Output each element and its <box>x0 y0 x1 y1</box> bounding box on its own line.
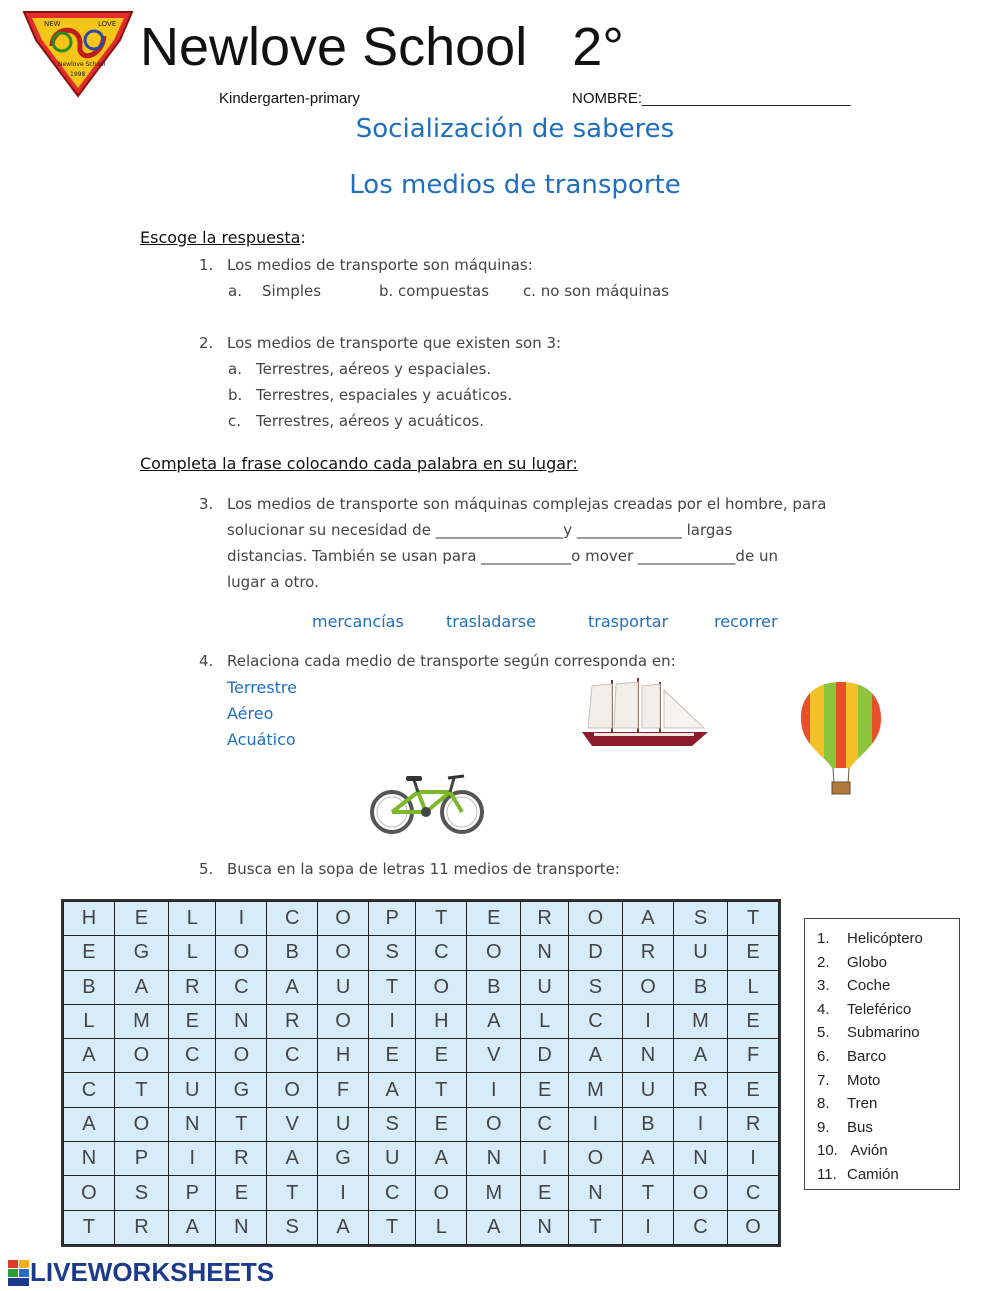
grid-cell[interactable]: R <box>216 1142 267 1176</box>
grid-cell[interactable]: T <box>623 1176 674 1210</box>
word-list-item <box>817 998 959 1022</box>
q1-option-c[interactable]: c. no son máquinas <box>523 282 670 300</box>
q1-option-a[interactable]: Simples <box>262 282 322 300</box>
word-list-item <box>817 1021 959 1045</box>
grid-cell[interactable]: R <box>673 1073 727 1107</box>
word-list-item <box>817 951 959 975</box>
school-level: Kindergarten-primary <box>219 90 360 107</box>
word-list-number: 9. <box>817 1118 830 1136</box>
grid-cell[interactable]: A <box>169 1210 216 1244</box>
grid-cell[interactable]: N <box>467 1142 521 1176</box>
word-list-number: 7. <box>817 1071 830 1089</box>
grid-cell[interactable]: O <box>318 936 369 970</box>
grid-cell[interactable]: H <box>64 902 115 936</box>
grid-cell[interactable]: T <box>368 970 415 1004</box>
word-list-number: 2. <box>817 953 830 971</box>
grid-cell[interactable]: B <box>467 970 521 1004</box>
grid-cell[interactable]: A <box>114 970 168 1004</box>
question-4: 4. Relaciona cada medio de transporte según corresponda en: <box>199 652 676 670</box>
grid-cell[interactable]: C <box>416 936 467 970</box>
word-bank-item[interactable]: trasportar <box>588 612 669 631</box>
grid-cell[interactable]: N <box>623 1039 674 1073</box>
grid-cell[interactable]: A <box>267 970 318 1004</box>
grid-cell[interactable]: A <box>64 1039 115 1073</box>
grid-cell[interactable]: L <box>521 1004 568 1038</box>
grid-cell[interactable]: U <box>521 970 568 1004</box>
logo-text-year: 1998 <box>70 71 86 78</box>
word-list <box>817 927 959 1187</box>
grid-cell[interactable]: C <box>728 1176 779 1210</box>
word-list-text: Coche <box>847 977 891 995</box>
question-3-line-1: 3. Los medios de transporte son máquinas complejas creadas por el hombre, para <box>199 495 827 513</box>
grid-cell[interactable]: T <box>64 1210 115 1244</box>
question-1: 1. Los medios de transporte son máquinas: <box>199 256 533 274</box>
section2-heading: Completa la frase colocando cada palabra en su lugar: <box>140 454 578 473</box>
word-list-item <box>817 1116 959 1140</box>
grid-cell[interactable]: N <box>673 1142 727 1176</box>
grid-cell[interactable]: H <box>416 1004 467 1038</box>
grid-cell[interactable]: A <box>416 1142 467 1176</box>
grid-cell[interactable]: C <box>216 970 267 1004</box>
grid-cell[interactable]: E <box>114 902 168 936</box>
grid-cell[interactable]: U <box>673 936 727 970</box>
grid-row <box>64 936 779 970</box>
grid-cell[interactable]: I <box>623 1210 674 1244</box>
school-name: Newlove School 2° <box>140 17 624 77</box>
grid-cell[interactable]: E <box>728 1004 779 1038</box>
word-list-number: 5. <box>817 1024 830 1042</box>
grid-cell[interactable]: U <box>318 1107 369 1141</box>
grid-cell[interactable]: A <box>318 1210 369 1244</box>
question-3-line-4: lugar a otro. <box>227 573 319 591</box>
grid-cell[interactable]: D <box>521 1039 568 1073</box>
grid-cell[interactable]: M <box>467 1176 521 1210</box>
grid-cell[interactable]: E <box>728 1073 779 1107</box>
grid-cell[interactable]: C <box>368 1176 415 1210</box>
grid-cell[interactable]: B <box>623 1107 674 1141</box>
grid-cell[interactable]: S <box>368 936 415 970</box>
q2-option-c[interactable]: c. Terrestres, aéreos y acuáticos. <box>228 412 485 430</box>
sailboat-image[interactable] <box>580 676 710 750</box>
grid-cell[interactable]: I <box>521 1142 568 1176</box>
grid-cell[interactable]: N <box>169 1107 216 1141</box>
q1-option-b[interactable]: b. compuestas <box>379 282 490 300</box>
grid-row <box>64 1039 779 1073</box>
liveworksheets-logo-icon <box>8 1258 30 1288</box>
grid-cell[interactable]: L <box>169 902 216 936</box>
grid-cell[interactable]: A <box>673 1039 727 1073</box>
category-terrestre[interactable]: Terrestre <box>227 678 297 697</box>
grid-cell[interactable]: A <box>568 1039 622 1073</box>
grid-cell[interactable]: G <box>216 1073 267 1107</box>
category-aereo[interactable]: Aéreo <box>227 704 274 723</box>
grid-cell[interactable]: O <box>728 1210 779 1244</box>
word-list-number: 11. <box>817 1165 837 1183</box>
grid-cell[interactable]: O <box>623 970 674 1004</box>
grid-cell[interactable]: N <box>521 1210 568 1244</box>
grid-cell[interactable]: R <box>728 1107 779 1141</box>
word-list-number: 3. <box>817 977 830 995</box>
grid-cell[interactable]: E <box>467 902 521 936</box>
grid-cell[interactable]: O <box>216 936 267 970</box>
question-3-line-3[interactable]: distancias. También se usan para ____________o mover _____________de un <box>227 547 778 565</box>
question-5: 5. Busca en la sopa de letras 11 medios de transporte: <box>199 860 620 878</box>
grid-cell[interactable]: U <box>368 1142 415 1176</box>
question-2: 2. Los medios de transporte que existen son 3: <box>199 334 562 352</box>
grid-cell[interactable]: F <box>318 1073 369 1107</box>
grid-cell[interactable]: I <box>318 1176 369 1210</box>
section1-heading: Escoge la respuesta: <box>140 228 306 247</box>
word-list-text: Moto <box>847 1071 881 1089</box>
grid-cell[interactable]: G <box>114 936 168 970</box>
grid-cell[interactable]: O <box>467 936 521 970</box>
word-list-number: 4. <box>817 1000 830 1018</box>
grid-cell[interactable]: S <box>673 902 727 936</box>
word-list-number: 10. <box>817 1142 838 1160</box>
grid-cell[interactable]: T <box>114 1073 168 1107</box>
grid-cell[interactable]: P <box>169 1176 216 1210</box>
word-list-item <box>817 927 959 951</box>
grid-cell[interactable]: I <box>169 1142 216 1176</box>
grid-cell[interactable]: O <box>416 1176 467 1210</box>
grid-cell[interactable]: N <box>216 1004 267 1038</box>
grid-cell[interactable]: S <box>267 1210 318 1244</box>
grid-cell[interactable]: B <box>267 936 318 970</box>
grid-cell[interactable]: O <box>673 1176 727 1210</box>
grid-cell[interactable]: C <box>568 1004 622 1038</box>
grid-cell[interactable]: N <box>64 1142 115 1176</box>
grid-row <box>64 1004 779 1038</box>
word-list-item <box>817 1045 959 1069</box>
word-list-text: Camión <box>847 1165 899 1183</box>
word-list-number: 6. <box>817 1047 830 1065</box>
grid-cell[interactable]: R <box>623 936 674 970</box>
grid-cell[interactable]: M <box>568 1073 622 1107</box>
grid-cell[interactable]: S <box>368 1107 415 1141</box>
word-list-item <box>817 1069 959 1093</box>
word-list-item <box>817 1139 959 1163</box>
grid-cell[interactable]: A <box>467 1004 521 1038</box>
grid-row <box>64 1210 779 1244</box>
logo-text-new: NEW <box>44 20 61 28</box>
grid-cell[interactable]: T <box>267 1176 318 1210</box>
word-list-item <box>817 974 959 998</box>
grid-cell[interactable]: G <box>318 1142 369 1176</box>
grid-cell[interactable]: A <box>267 1142 318 1176</box>
grid-cell[interactable]: C <box>64 1073 115 1107</box>
question-3-line-2[interactable]: solucionar su necesidad de _________________y ______________ largas <box>227 521 733 539</box>
hot-air-balloon-image[interactable] <box>796 680 886 796</box>
grid-cell[interactable]: T <box>216 1107 267 1141</box>
grid-cell[interactable]: C <box>673 1210 727 1244</box>
grid-cell[interactable]: S <box>114 1176 168 1210</box>
word-list-box <box>804 918 960 1190</box>
liveworksheets-brand: LIVEWORKSHEETS <box>30 1257 275 1287</box>
word-list-item <box>817 1163 959 1187</box>
grid-cell[interactable]: C <box>521 1107 568 1141</box>
grid-cell[interactable]: A <box>368 1073 415 1107</box>
grid-cell[interactable]: O <box>114 1107 168 1141</box>
grid-cell[interactable]: O <box>216 1039 267 1073</box>
q2-option-b[interactable]: b. Terrestres, espaciales y acuáticos. <box>228 386 513 404</box>
grid-row <box>64 1142 779 1176</box>
word-list-text: Globo <box>847 953 888 971</box>
grid-cell[interactable]: V <box>267 1107 318 1141</box>
word-list-number: 8. <box>817 1095 830 1113</box>
grid-cell[interactable]: E <box>521 1176 568 1210</box>
grid-cell[interactable]: T <box>416 902 467 936</box>
grid-cell[interactable]: D <box>568 936 622 970</box>
grid-cell[interactable]: R <box>521 902 568 936</box>
logo-text-name: Newlove School <box>58 61 106 68</box>
grid-cell[interactable]: O <box>568 1142 622 1176</box>
grid-cell[interactable]: U <box>623 1073 674 1107</box>
grid-cell[interactable]: A <box>623 1142 674 1176</box>
grid-cell[interactable]: U <box>318 970 369 1004</box>
grid-cell[interactable]: L <box>728 970 779 1004</box>
word-list-text: Avión <box>847 1142 888 1160</box>
word-list-text: Helicóptero <box>847 930 923 947</box>
grid-cell[interactable]: I <box>728 1142 779 1176</box>
grid-cell[interactable]: U <box>169 1073 216 1107</box>
q1-option-letter-a: a. <box>228 282 242 300</box>
word-search-table[interactable] <box>63 901 779 1245</box>
grid-cell[interactable]: N <box>521 936 568 970</box>
grid-cell[interactable]: A <box>467 1210 521 1244</box>
grid-cell[interactable]: O <box>318 902 369 936</box>
grid-cell[interactable]: R <box>267 1004 318 1038</box>
grid-cell[interactable]: E <box>728 936 779 970</box>
grid-cell[interactable]: C <box>267 1039 318 1073</box>
grid-row <box>64 1073 779 1107</box>
grid-cell[interactable]: B <box>64 970 115 1004</box>
grid-row <box>64 902 779 936</box>
name-field-label[interactable]: NOMBRE:_________________________ <box>572 90 851 107</box>
grid-cell[interactable]: C <box>267 902 318 936</box>
word-list-text: Bus <box>847 1118 873 1136</box>
grid-cell[interactable]: I <box>467 1073 521 1107</box>
grid-cell[interactable]: I <box>216 902 267 936</box>
grid-cell[interactable]: M <box>114 1004 168 1038</box>
grid-cell[interactable]: V <box>467 1039 521 1073</box>
grid-cell[interactable]: I <box>673 1107 727 1141</box>
grid-cell[interactable]: C <box>169 1039 216 1073</box>
grid-cell[interactable]: N <box>216 1210 267 1244</box>
grid-cell[interactable]: P <box>114 1142 168 1176</box>
grid-row <box>64 970 779 1004</box>
grid-cell[interactable]: I <box>368 1004 415 1038</box>
bicycle-image[interactable] <box>368 770 488 836</box>
word-bank-item[interactable]: trasladarse <box>446 612 536 631</box>
grid-cell[interactable]: E <box>216 1176 267 1210</box>
grid-cell[interactable]: B <box>673 970 727 1004</box>
word-list-text: Barco <box>847 1047 887 1065</box>
grid-cell[interactable]: T <box>416 1073 467 1107</box>
grid-cell[interactable]: O <box>568 902 622 936</box>
grid-cell[interactable]: R <box>114 1210 168 1244</box>
grid-cell[interactable]: E <box>416 1039 467 1073</box>
grid-cell[interactable]: A <box>64 1107 115 1141</box>
word-list-item <box>817 1092 959 1116</box>
grid-cell[interactable]: O <box>114 1039 168 1073</box>
grid-cell[interactable]: F <box>728 1039 779 1073</box>
word-list-text: Tren <box>847 1095 878 1113</box>
word-list-text: Submarino <box>847 1024 920 1042</box>
grid-cell[interactable]: L <box>64 1004 115 1038</box>
grid-cell[interactable]: T <box>568 1210 622 1244</box>
grid-cell[interactable]: I <box>568 1107 622 1141</box>
grid-cell[interactable]: M <box>673 1004 727 1038</box>
page-title: Socialización de saberes <box>355 114 675 144</box>
grid-cell[interactable]: O <box>267 1073 318 1107</box>
school-logo <box>22 6 134 98</box>
logo-text-love: LOVE <box>98 20 117 28</box>
grid-cell[interactable]: E <box>521 1073 568 1107</box>
grid-cell[interactable]: T <box>368 1210 415 1244</box>
word-list-text: Teleférico <box>847 1000 912 1018</box>
word-search-grid[interactable] <box>61 899 781 1247</box>
grid-cell[interactable]: R <box>169 970 216 1004</box>
grid-cell[interactable]: E <box>416 1107 467 1141</box>
grid-cell[interactable]: E <box>64 936 115 970</box>
grid-cell[interactable]: O <box>467 1107 521 1141</box>
grid-cell[interactable]: T <box>728 902 779 936</box>
grid-cell[interactable]: L <box>169 936 216 970</box>
page-subtitle: Los medios de transporte <box>349 170 681 200</box>
category-acuatico[interactable]: Acuático <box>227 730 296 749</box>
grid-row <box>64 1107 779 1141</box>
grid-cell[interactable]: L <box>416 1210 467 1244</box>
grid-cell[interactable]: A <box>623 902 674 936</box>
word-bank-item[interactable]: recorrer <box>714 612 778 631</box>
grid-cell[interactable]: O <box>318 1004 369 1038</box>
grid-cell[interactable]: S <box>568 970 622 1004</box>
q2-option-a[interactable]: a. Terrestres, aéreos y espaciales. <box>228 360 492 378</box>
word-bank-item[interactable]: mercancías <box>312 612 404 631</box>
grid-cell[interactable]: P <box>368 902 415 936</box>
grid-cell[interactable]: O <box>416 970 467 1004</box>
word-list-number: 1. <box>817 930 830 947</box>
grid-cell[interactable]: E <box>169 1004 216 1038</box>
grid-cell[interactable]: H <box>318 1039 369 1073</box>
grid-row <box>64 1176 779 1210</box>
grid-cell[interactable]: E <box>368 1039 415 1073</box>
grid-cell[interactable]: O <box>64 1176 115 1210</box>
grid-cell[interactable]: I <box>623 1004 674 1038</box>
grid-cell[interactable]: N <box>568 1176 622 1210</box>
